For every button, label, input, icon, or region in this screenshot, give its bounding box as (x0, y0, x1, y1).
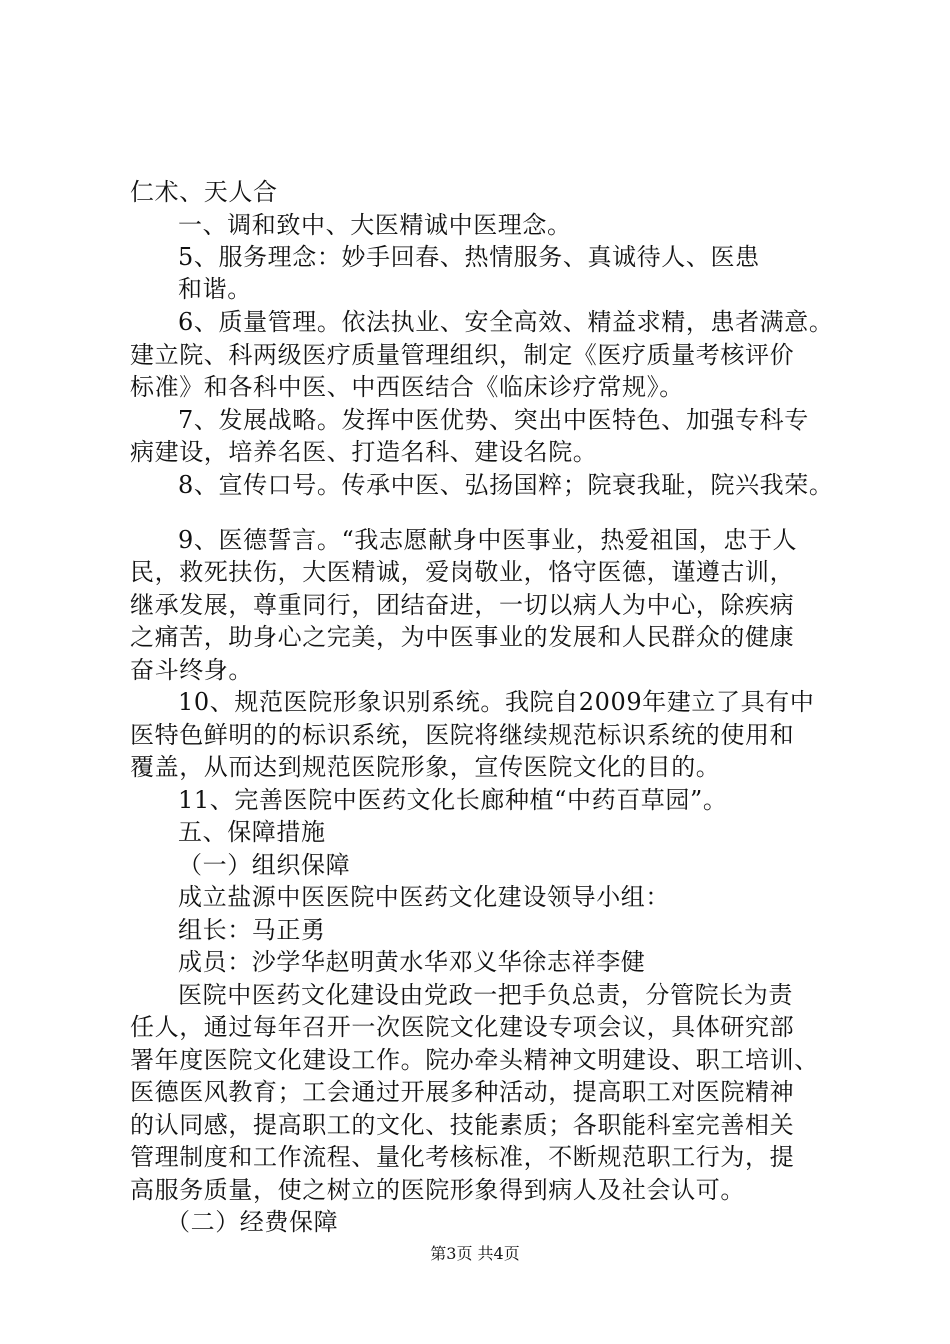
text-line-12: 民，救死扶伤，大医精诚，爱岗敬业，恪守医德，谨遵古训， (130, 558, 795, 586)
text-line-22: 成立盐源中医医院中医药文化建设领导小组： (178, 883, 670, 911)
text-line-16: 10、规范医院形象识别系统。我院自2009年建立了具有中 (178, 688, 815, 716)
text-line-10: 8、宣传口号。传承中医、弘扬国粹；院衰我耻，院兴我荣。 (178, 471, 834, 499)
text-line-30: 管理制度和工作流程、量化考核标准，不断规范职工行为，提 (130, 1143, 795, 1171)
text-line-5: 6、质量管理。依法执业、安全高效、精益求精，患者满意。 (178, 308, 834, 336)
text-line-6: 建立院、科两级医疗质量管理组织，制定《医疗质量考核评价 (130, 341, 795, 369)
text-line-23: 组长：马正勇 (178, 916, 326, 944)
text-line-14: 之痛苦，助身心之完美，为中医事业的发展和人民群众的健康 (130, 623, 795, 651)
text-line-13: 继承发展，尊重同行，团结奋进，一切以病人为中心，除疾病 (130, 591, 795, 619)
page-number-footer: 第3页 共4页 (430, 1244, 520, 1263)
text-line-8: 7、发展战略。发挥中医优势、突出中医特色、加强专科专 (178, 406, 809, 434)
text-line-20: 五、保障措施 (178, 818, 326, 846)
text-line-9: 病建设，培养名医、打造名科、建设名院。 (130, 438, 598, 466)
text-line-32: （二）经费保障 (166, 1208, 339, 1236)
text-line-2: 一、调和致中、大医精诚中医理念。 (178, 211, 572, 239)
text-line-11: 9、医德誓言。“我志愿献身中医事业，热爱祖国，忠于人 (178, 526, 798, 554)
text-line-15: 奋斗终身。 (130, 656, 253, 684)
text-line-18: 覆盖，从而达到规范医院形象，宣传医院文化的目的。 (130, 753, 721, 781)
text-line-19: 11、完善医院中医药文化长廊种植“中药百草园”。 (178, 786, 728, 814)
text-line-25: 医院中医药文化建设由党政一把手负总责，分管院长为责 (178, 981, 793, 1009)
text-line-24: 成员：沙学华赵明黄水华邓义华徐志祥李健 (178, 948, 646, 976)
text-line-7: 标准》和各科中医、中西医结合《临床诊疗常规》。 (130, 373, 684, 401)
text-line-26: 任人，通过每年召开一次医院文化建设专项会议，具体研究部 (130, 1013, 795, 1041)
text-line-17: 医特色鲜明的的标识系统，医院将继续规范标识系统的使用和 (130, 721, 795, 749)
text-line-27: 署年度医院文化建设工作。院办牵头精神文明建设、职工培训、 (130, 1046, 819, 1074)
text-line-31: 高服务质量，使之树立的医院形象得到病人及社会认可。 (130, 1176, 745, 1204)
text-line-4: 和谐。 (178, 275, 252, 303)
text-line-3: 5、服务理念：妙手回春、热情服务、真诚待人、医患 (178, 243, 760, 271)
text-line-28: 医德医风教育；工会通过开展多种活动，提高职工对医院精神 (130, 1078, 795, 1106)
text-line-29: 的认同感，提高职工的文化、技能素质；各职能科室完善相关 (130, 1111, 795, 1139)
text-line-1: 仁术、天人合 (130, 178, 278, 206)
text-line-21: （一）组织保障 (178, 851, 351, 879)
